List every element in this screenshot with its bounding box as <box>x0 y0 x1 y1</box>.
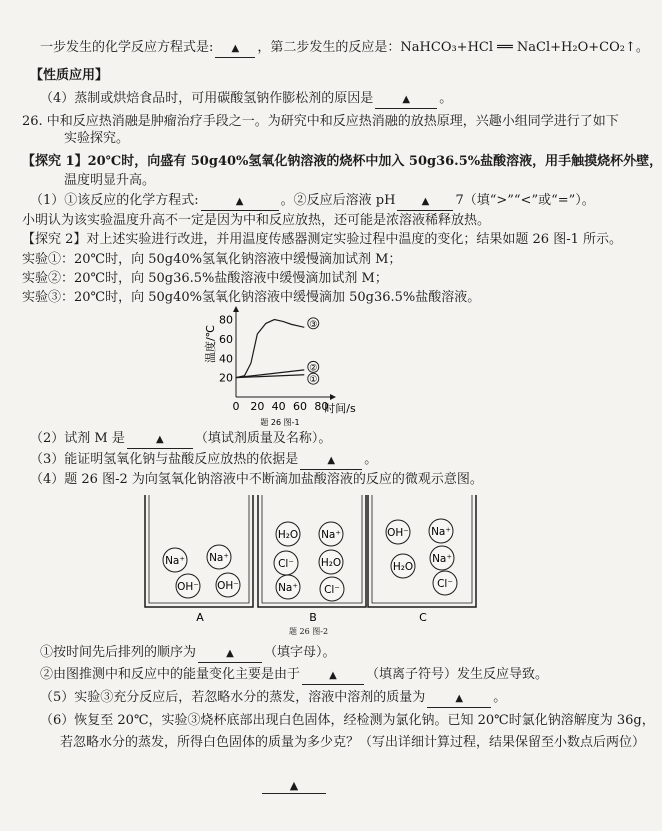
answer-blank[interactable]: ▲ <box>397 193 453 211</box>
question-5: （5）实验③充分反应后，若忽略水分的蒸发，溶液中溶剂的质量为 ▲ 。 <box>40 690 506 708</box>
series-line-1 <box>236 320 304 378</box>
answer-blank[interactable]: ▲ <box>215 40 255 58</box>
answer-blank[interactable]: ▲ <box>300 452 362 470</box>
particle-label: Na⁺ <box>432 553 452 565</box>
y-axis-label: 温度/℃ <box>204 324 217 364</box>
x-tick-label: 40 <box>271 400 286 413</box>
q-first-step-line: 一步发生的化学反应方程式是: ▲ ，第二步发生的反应是：NaHCO₃+HCl ══ NaCl+H₂O+CO₂↑。 <box>40 40 649 58</box>
question-3: （3）能证明氢氧化钠与盐酸反应放热的依据是 ▲ 。 <box>30 452 377 470</box>
particle-label: Cl⁻ <box>278 558 294 570</box>
experiment-3: 实验③：20℃时，向 50g40%氢氧化钠溶液中缓慢滴加 50g36.5%盐酸溶液。 <box>22 290 481 305</box>
final-answer-blank[interactable]: ▲ <box>262 779 326 794</box>
question-26: 26. 中和反应热消融是肿瘤治疗手段之一。为研究中和反应热消融的放热原理，兴趣小组同学进行了如下 <box>22 114 619 129</box>
x-axis-label: 时间/s <box>324 402 356 415</box>
y-tick-label: 40 <box>219 352 233 366</box>
beaker-outline <box>258 495 366 607</box>
y-tick-label: 80 <box>219 313 233 327</box>
particle-label: Na⁺ <box>278 582 298 594</box>
beaker-label: B <box>309 611 317 624</box>
explore-1: 【探究 1】20℃时，向盛有 50g40%氢氧化钠溶液的烧杯中加入 50g36.5%盐酸溶液，用手触摸烧杯外壁， <box>22 154 662 169</box>
experiment-1: 实验①：20℃时，向 50g40%氢氧化钠溶液中缓慢滴加试剂 M； <box>22 252 402 267</box>
answer-blank[interactable]: ▲ <box>302 667 364 685</box>
particle-label: Na⁺ <box>431 526 451 538</box>
particle-label: Na⁺ <box>209 552 229 564</box>
series-label: ② <box>309 363 318 374</box>
answer-blank[interactable]: ▲ <box>201 193 279 211</box>
question-4b: （4）题 26 图-2 为向氢氧化钠溶液中不断滴加盐酸溶液的反应的微观示意图。 <box>30 472 483 487</box>
temperature-chart <box>200 304 380 429</box>
section-title: 【性质应用】 <box>30 68 109 83</box>
series-label: ③ <box>309 319 318 330</box>
y-tick-label: 60 <box>219 332 233 346</box>
sub-question-1: ①按时间先后排列的顺序为 ▲ （填字母）。 <box>40 645 336 663</box>
answer-blank[interactable]: ▲ <box>198 645 262 663</box>
x-tick-label: 20 <box>250 400 265 413</box>
y-tick-label: 20 <box>219 371 233 385</box>
x-tick-label: 80 <box>314 400 329 413</box>
particle-label: Na⁺ <box>165 555 185 567</box>
particle-label: OH⁻ <box>177 581 199 593</box>
particle-label: H₂O <box>277 529 299 541</box>
beaker-diagram <box>140 490 480 635</box>
question-6: （6）恢复至 20℃，实验③烧杯底部出现白色固体，经检测为氯化钠。已知 20℃时氯化钠溶解度为 36g， <box>40 713 655 728</box>
first-step-text: 一步发生的化学反应方程式是: <box>40 40 214 55</box>
x-tick-label: 60 <box>293 400 307 413</box>
figure-2-caption: 题 26 图-2 <box>289 627 329 636</box>
series-label: ① <box>309 375 318 386</box>
x-tick-label: 0 <box>232 400 240 413</box>
particle-label: OH⁻ <box>387 527 409 539</box>
beaker-label: C <box>419 611 427 624</box>
answer-blank[interactable]: ▲ <box>375 91 437 109</box>
question-1: （1）①该反应的化学方程式: ▲ 。②反应后溶液 pH ▲ 7（填“>”“<”或“=”）。 <box>30 193 595 211</box>
nahco3-equation: NaHCO₃+HCl ══ NaCl+H₂O+CO₂↑ <box>400 40 636 55</box>
question-4a: （4）蒸制或烘焙食品时，可用碳酸氢钠作膨松剂的原因是 ▲ 。 <box>40 91 452 109</box>
experiment-2: 实验②：20℃时，向 50g36.5%盐酸溶液中缓慢滴加试剂 M； <box>22 271 388 286</box>
particle-label: Na⁺ <box>321 529 341 541</box>
chart-title: 题 26 图-1 <box>260 418 300 427</box>
answer-blank[interactable]: ▲ <box>127 431 193 449</box>
explore-2: 【探究 2】对上述实验进行改进，并用温度传感器测定实验过程中温度的变化；结果如题 26 图-1 所示。 <box>22 232 623 247</box>
particle-label: H₂O <box>392 561 414 573</box>
beaker-inner-wall <box>372 495 472 603</box>
doubt-line: 小明认为该实验温度升高不一定是因为中和反应放热，还可能是浓溶液稀释放热。 <box>22 213 491 228</box>
beaker-outline <box>368 495 476 607</box>
beaker-label: A <box>196 611 204 624</box>
particle-label: H₂O <box>320 557 342 569</box>
question-2: （2）试剂 M 是 ▲ （填试剂质量及名称）。 <box>30 431 331 449</box>
particle-label: OH⁻ <box>217 580 239 592</box>
particle-label: Cl⁻ <box>437 578 453 590</box>
particle-label: Cl⁻ <box>324 584 340 596</box>
sub-question-2: ②由图推测中和反应中的能量变化主要是由于 ▲ （填离子符号）发生反应导致。 <box>40 667 548 685</box>
answer-blank[interactable]: ▲ <box>427 690 491 708</box>
